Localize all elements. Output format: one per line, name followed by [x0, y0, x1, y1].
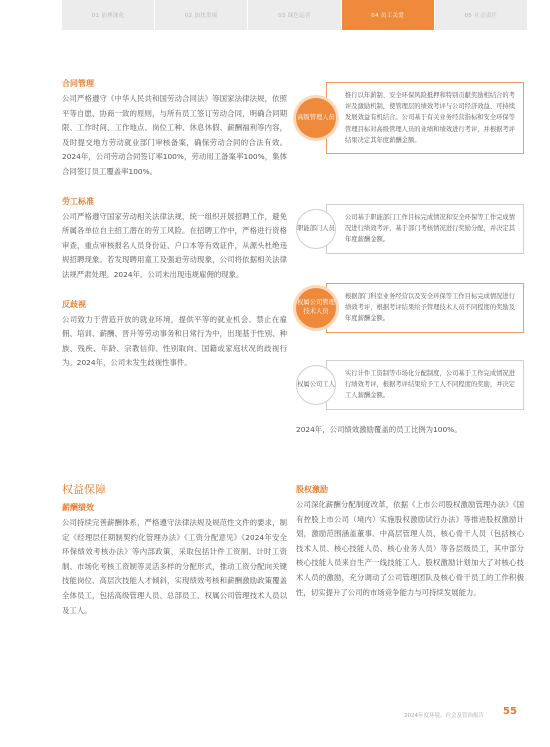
functional-staff-label: 职能部门人员: [296, 209, 336, 249]
subsidiary-workers-text: 实行计件工资制等市场化分配制度，公司基于工作完成情况进行绩效考评，根据考评结果给予工人不同程度的奖励，并决定工人薪酬金额。: [326, 360, 524, 410]
equity-section: [296, 484, 524, 600]
anti-discrimination-body: 公司致力于营造开放的就业环境，提供平等的就业机会。禁止在雇佣、培训、薪酬、晋升等劳动事务和日常行为中，出现基于性别、种族、残疾、年龄、宗教信仰、性别取向、国籍或家庭状况的歧视行为。2024年，公司未发生歧视性事件。: [62, 314, 287, 368]
labor-title: 劳工标准: [62, 196, 94, 206]
subsidiary-tech-text: 根据部门科室业务经营以及安全环保等工作目标完成情况进行绩效考评，根据考评结果给予管理技术人员不同程度的奖励及年度薪酬金额。: [326, 283, 524, 333]
section-tabs: [62, 0, 528, 30]
row-subsidiary-workers: [296, 360, 524, 410]
labor-section: [62, 196, 287, 283]
contract-section: [62, 78, 287, 180]
tab-governance[interactable]: 01 治理深化: [62, 0, 155, 30]
salary-title: 薪酬绩效: [62, 503, 94, 512]
subsidiary-tech-label: 权属公司管理技术人员: [296, 288, 336, 328]
footer-report-title: 2024年度环境、社会及管治报告: [404, 713, 484, 719]
tab-social[interactable]: 05 社会责任: [435, 0, 528, 30]
subsidiary-workers-label: 权属公司工人: [296, 365, 336, 405]
anti-discrimination-section: [62, 299, 287, 371]
row-senior-management: [296, 82, 524, 154]
page-number: 55: [503, 706, 517, 717]
labor-body: 公司严格遵守国家劳动相关法律法规，统一组织开展招聘工作，避免所属各单位自主招工潜在的劳工风险。在招聘工作中，严格进行资格审查，重点审核报名人员身份证、户口本等有效证件，从源头杜绝违规招聘现象。若发现聘用童工及强迫劳动现象，公司将依据相关法律法规严肃处理。2024年，公司未出现违规雇佣的现象。: [62, 211, 287, 279]
equity-body: 公司深化薪酬分配制度改革，依据《上市公司股权激励管理办法》《国有控股上市公司（境内）实施股权激励试行办法》等推进股权激励计划，激励范围涵盖董事、中高层管理人员、核心骨干人员（包括核心技术人员、核心技能人员、核心业务人员）等各层级员工，其中部分核心技能人员来自生产一线技能工人。股权激励计划加大了对核心技术人员的激励，充分调动了公司管理团队及核心骨干员工的工作积极性，切实提升了公司的市场竞争能力与可持续发展能力。: [296, 500, 524, 597]
row-subsidiary-tech: [296, 283, 524, 333]
performance-note: 2024年，公司绩效激励覆盖的员工比例为100%。: [296, 425, 462, 434]
functional-staff-text: 公司基于职能部门工作目标完成情况和安全环保等工作完成情况进行绩效考评，基于部门考核情况进行奖励分配，并决定其年度薪酬金额。: [326, 204, 524, 254]
tab-green[interactable]: 03 绿色运营: [248, 0, 341, 30]
senior-management-label: 高级管理人员: [296, 98, 336, 138]
tab-development[interactable]: 02 加快发展: [155, 0, 248, 30]
senior-management-text: 推行以年薪制、安全环保风险抵押和特别贡献奖励相结合的考评及激励机制，使管理层的绩效考评与公司经济效益、可持续发展效益有机结合。公司基于有关业务经营指标和安全环保等管理目标对高级管理人员的业绩和绩效进行考评，并根据考评结果决定其年度薪酬金额。: [326, 82, 524, 154]
contract-body: 公司严格遵守《中华人民共和国劳动合同法》等国家法律法规，依照平等自愿、协商一致的原则，与所有员工签订劳动合同，明确合同期限、工作时间、工作地点、岗位工种、休息休假、薪酬福利等内容，及时提交地方劳动就业部门审核备案，确保劳动合同的合法有效。2024年，公司劳动合同签订率100%，劳动用工备案率100%，集体合同签订员工覆盖率100%。: [62, 94, 287, 176]
salary-section: [62, 502, 287, 618]
equity-title: 股权激励: [296, 485, 328, 494]
salary-body: 公司持续完善薪酬体系，严格遵守法律法规及规范性文件的要求，制定《经理层任期制契约化管理办法》《工资分配意见》《2024年安全环保绩效考核办法》等内部政策，采取包括计件工资制、计时工资制、市场化考核工资制等灵活多样的分配形式，推动工资分配向关键技能岗位、高层次技能人才倾斜，实现绩效考核和薪酬激励政策覆盖全体员工，包括高级管理人员、总部员工、权属公司管理技术人员以及工人。: [62, 518, 287, 615]
anti-discrimination-title: 反歧视: [62, 299, 86, 309]
row-functional-staff: [296, 204, 524, 254]
rights-title: 权益保障: [62, 483, 106, 496]
left-column: [62, 78, 287, 371]
contract-title: 合同管理: [62, 79, 94, 88]
tab-employee-care[interactable]: 04 员工关爱: [342, 0, 435, 30]
